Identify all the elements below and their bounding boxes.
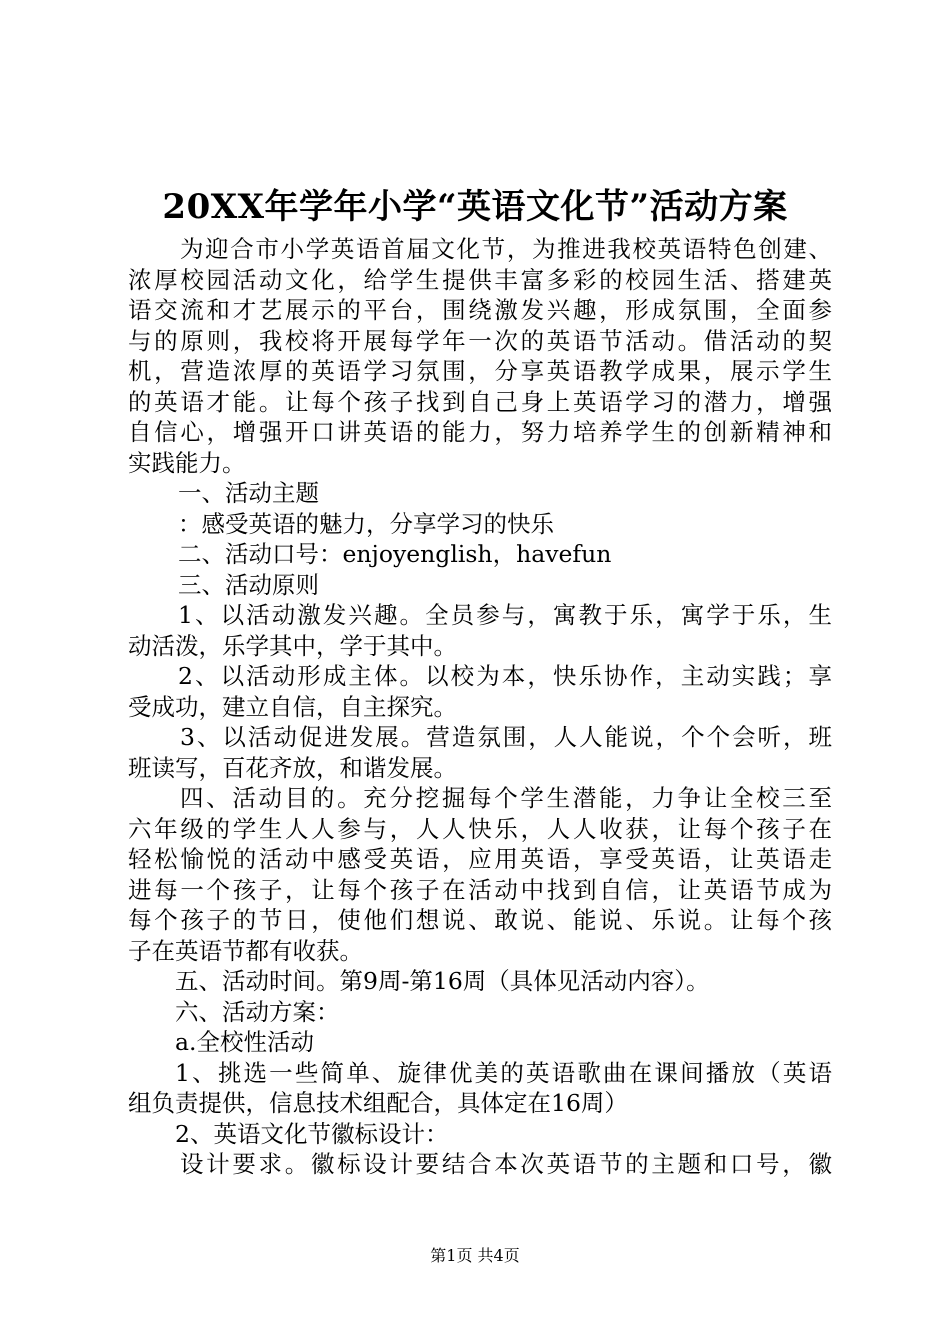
- paragraph-line: 与的原则，我校将开展每学年一次的英语节活动。借活动的契: [128, 326, 832, 355]
- list-item-line: 班读写，百花齐放，和谐发展。: [128, 753, 457, 782]
- paragraph-line: 实践能力。: [128, 448, 246, 477]
- paragraph-line: 浓厚校园活动文化，给学生提供丰富多彩的校园生活、搭建英: [128, 265, 832, 294]
- page-number-footer: 第1页 共4页: [430, 1246, 520, 1265]
- paragraph-line: 轻松愉悦的活动中感受英语，应用英语，享受英语，让英语走: [128, 845, 832, 873]
- list-item-line: 3、以活动促进发展。营造氛围，人人能说，个个会听，班: [180, 723, 832, 751]
- section-heading: 一、活动主题: [178, 479, 319, 507]
- document-title: 20XX年学年小学“英语文化节”活动方案: [162, 187, 788, 227]
- subsection-heading: a.全校性活动: [175, 1028, 314, 1056]
- paragraph-line: 进每一个孩子，让每个孩子在活动中找到自信，让英语节成为: [128, 875, 832, 904]
- list-item-line: 动活泼，乐学其中，学于其中。: [128, 631, 457, 660]
- paragraph-line: 的英语才能。让每个孩子找到自己身上英语学习的潜力，增强: [128, 387, 832, 416]
- list-item-line: 2、英语文化节徽标设计：: [175, 1119, 449, 1148]
- list-item-line: 受成功，建立自信，自主探究。: [128, 692, 457, 721]
- paragraph-line: 自信心，增强开口讲英语的能力，努力培养学生的创新精神和: [128, 418, 832, 446]
- section-heading: 三、活动原则: [178, 570, 319, 599]
- paragraph-line: 设计要求。徽标设计要结合本次英语节的主题和口号，徽: [180, 1150, 832, 1178]
- paragraph-line: 机，营造浓厚的英语学习氛围，分享英语教学成果，展示学生: [128, 357, 832, 385]
- paragraph-line: 四、活动目的。充分挖掘每个学生潜能，力争让全校三至: [180, 784, 832, 812]
- paragraph-line: 语交流和才艺展示的平台，围绕激发兴趣，形成氛围，全面参: [128, 296, 832, 324]
- list-item-line: 1、挑选一些简单、旋律优美的英语歌曲在课间播放（英语: [175, 1058, 832, 1087]
- paragraph-line: 六年级的学生人人参与，人人快乐，人人收获，让每个孩子在: [128, 814, 832, 843]
- section-heading: 五、活动时间。第9周-第16周（具体见活动内容）。: [175, 967, 710, 995]
- list-item-line: 组负责提供，信息技术组配合，具体定在16周）: [128, 1089, 628, 1117]
- section-heading: 二、活动口号：enjoyenglish，havefun: [178, 540, 612, 568]
- paragraph-line: 为迎合市小学英语首届文化节，为推进我校英语特色创建、: [180, 235, 832, 263]
- document-body: [128, 234, 832, 1180]
- paragraph-line: 每个孩子的节日，使他们想说、敢说、能说、乐说。让每个孩: [128, 906, 832, 934]
- list-item-line: 1、以活动激发兴趣。全员参与，寓教于乐，寓学于乐，生: [178, 601, 832, 629]
- paragraph-line: ：感受英语的魅力，分享学习的快乐: [178, 509, 554, 538]
- list-item-line: 2、以活动形成主体。以校为本，快乐协作，主动实践；享: [178, 662, 832, 690]
- paragraph-line: 子在英语节都有收获。: [128, 936, 363, 965]
- section-heading: 六、活动方案：: [175, 997, 340, 1026]
